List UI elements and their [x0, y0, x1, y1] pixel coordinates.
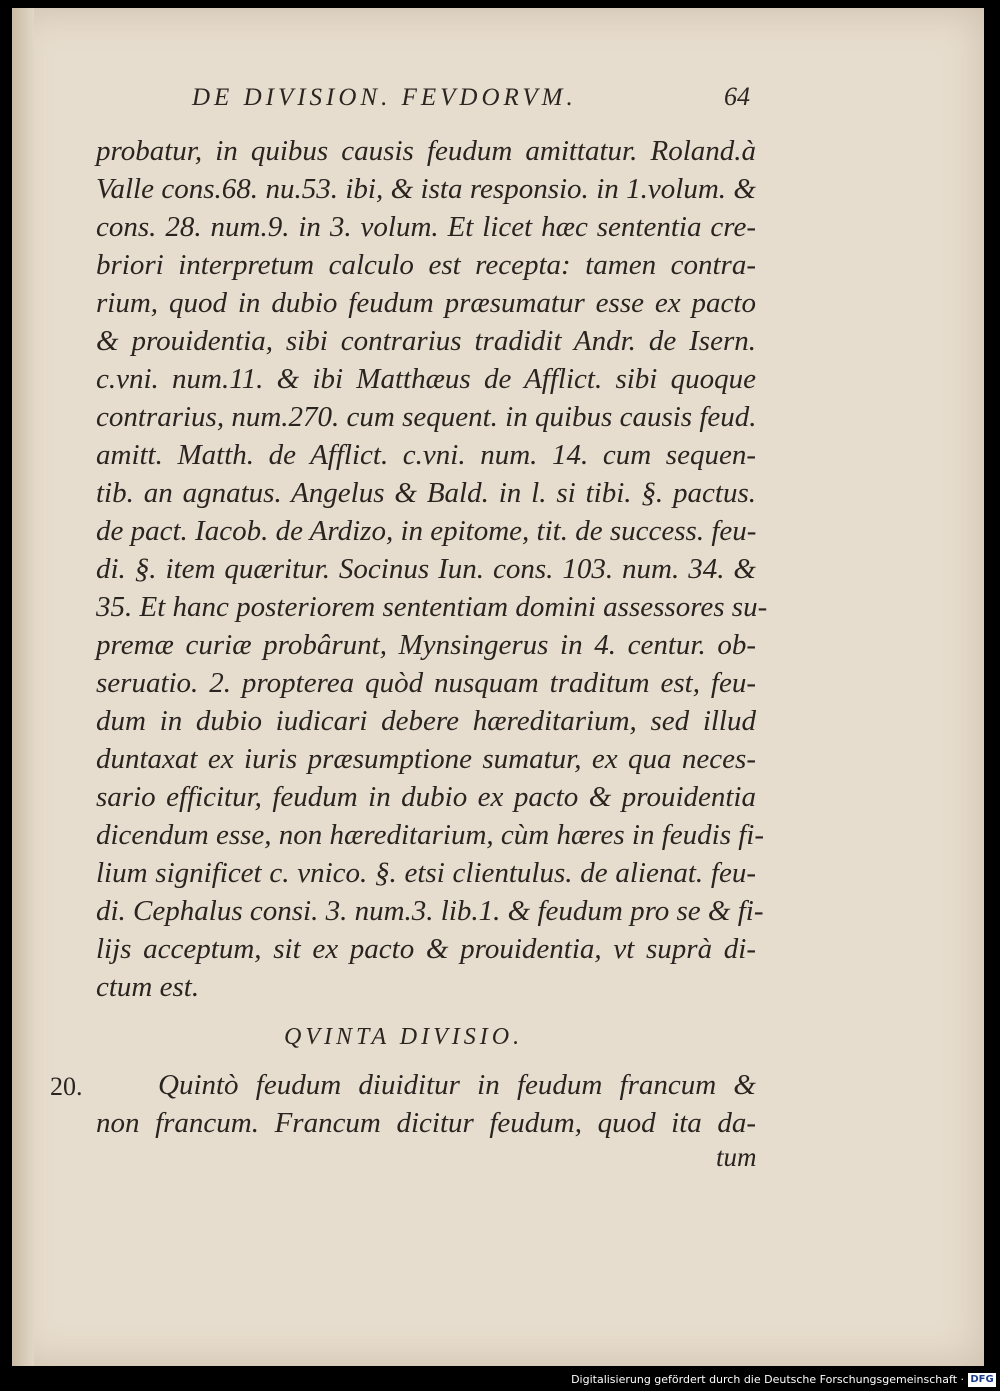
funding-credit: Digitalisierung gefördert durch die Deutsche Forschungsgemeinschaft ·	[571, 1373, 964, 1386]
text-line: di. §. item quæritur. Socinus Iun. cons. 103. num. 34. &	[96, 553, 756, 585]
text-line: dum in dubio iudicari debere hæreditarium, sed illud	[96, 705, 756, 737]
text-line: Valle cons.68. nu.53. ibi, & ista responsio. in 1.volum. &	[96, 173, 756, 205]
text-line: c.vni. num.11. & ibi Matthæus de Afflict. sibi quoque	[96, 363, 756, 395]
section-heading: QVINTA DIVISIO.	[284, 1024, 524, 1050]
main-text-block	[96, 132, 768, 1006]
text-line: probatur, in quibus causis feudum amittatur. Roland.à	[96, 135, 756, 167]
text-line: & prouidentia, sibi contrarius tradidit Andr. de Isern.	[96, 325, 756, 357]
text-line: non francum. Francum dicitur feudum, quod ita da-	[96, 1107, 756, 1139]
text-line: tib. an agnatus. Angelus & Bald. in l. si tibi. §. pactus.	[96, 477, 756, 509]
text-line: 35. Et hanc posteriorem sententiam domini assessores su-	[96, 591, 768, 623]
text-line: Quintò feudum diuiditur in feudum francum &	[158, 1069, 756, 1101]
text-line: de pact. Iacob. de Ardizo, in epitome, tit. de success. feu-	[96, 515, 757, 547]
footer-bar	[0, 1370, 1000, 1391]
text-line: ctum est.	[96, 971, 200, 1003]
text-line: lijs acceptum, sit ex pacto & prouidentia, vt suprà di-	[96, 933, 756, 965]
section-text-block	[96, 1066, 756, 1142]
text-line: duntaxat ex iuris præsumptione sumatur, ex qua neces-	[96, 743, 756, 775]
text-line: cons. 28. num.9. in 3. volum. Et licet hæc sententia cre-	[96, 211, 756, 243]
running-title: DE DIVISION. FEVDORVM.	[192, 84, 577, 111]
page-gutter-edge	[12, 8, 34, 1366]
text-line: rium, quod in dubio feudum præsumatur esse ex pacto	[96, 287, 756, 319]
margin-note-number: 20.	[50, 1072, 83, 1101]
book-page	[12, 8, 984, 1366]
text-line: amitt. Matth. de Afflict. c.vni. num. 14. cum sequen-	[96, 439, 756, 471]
text-line: sario efficitur, feudum in dubio ex pacto & prouidentia	[96, 781, 756, 813]
catchword: tum	[716, 1142, 757, 1172]
text-line: di. Cephalus consi. 3. num.3. lib.1. & feudum pro se & fi-	[96, 895, 764, 927]
page-number: 64	[724, 82, 750, 111]
text-line: premæ curiæ probârunt, Mynsingerus in 4. centur. ob-	[96, 629, 756, 661]
text-line: contrarius, num.270. cum sequent. in quibus causis feud.	[96, 401, 757, 433]
text-line: dicendum esse, non hæreditarium, cùm hæres in feudis fi-	[96, 819, 765, 851]
dfg-logo-icon: DFG	[968, 1373, 996, 1387]
text-line: lium significet c. vnico. §. etsi clientulus. de alienat. feu-	[96, 857, 756, 889]
text-line: briori interpretum calculo est recepta: tamen contra-	[96, 249, 756, 281]
text-line: seruatio. 2. propterea quòd nusquam traditum est, feu-	[96, 667, 756, 699]
